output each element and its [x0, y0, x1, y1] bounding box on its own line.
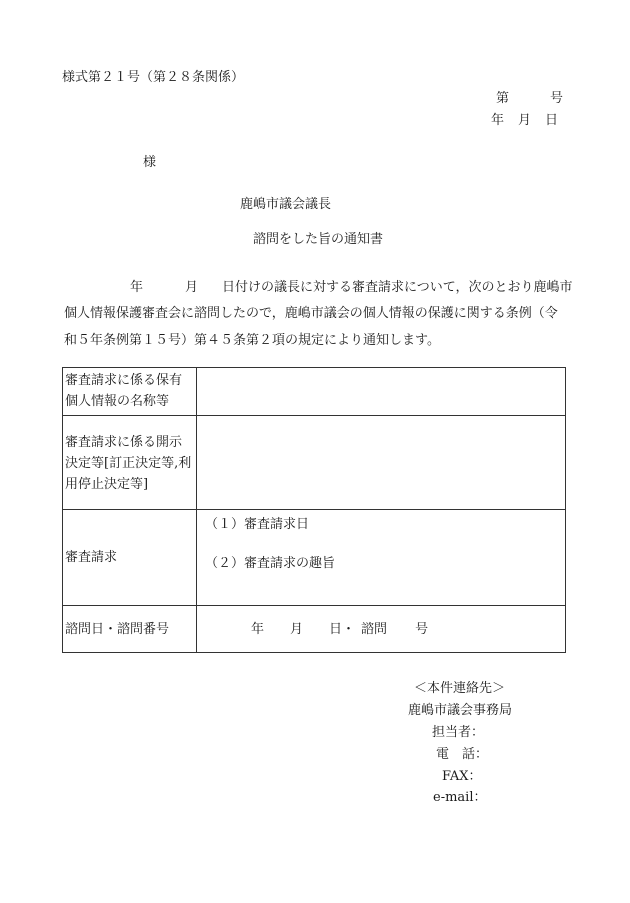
contact-title: ＜本件連絡先＞ [414, 681, 506, 696]
row3-value-cell[interactable] [197, 510, 566, 606]
inquiry-number: 号 [415, 621, 429, 637]
body-line-3: 和５年条例第１５号）第４５条第２項の規定により通知します。 [64, 333, 440, 348]
contact-person-label: 担当者： [432, 725, 485, 740]
table-row [63, 606, 566, 653]
document-number-prefix: 第 [496, 91, 510, 106]
table-label-cell [63, 368, 197, 416]
request-purpose-item: （２）審査請求の趣旨 [205, 556, 336, 571]
document-title: 諮問をした旨の通知書 [253, 232, 384, 247]
contact-office: 鹿嶋市議会事務局 [408, 703, 513, 718]
table-label-cell [63, 416, 197, 510]
table-row [63, 416, 566, 510]
form-number: 様式第２１号（第２８条関係） [62, 70, 245, 85]
contact-email-label: e-mail： [433, 790, 487, 805]
row3-label: 審査請求 [65, 550, 118, 565]
sender: 鹿嶋市議会議長 [240, 197, 332, 212]
contact-fax-label: FAX： [442, 769, 482, 784]
document-number-suffix: 号 [550, 91, 564, 106]
date-month: 月 [518, 113, 532, 128]
inquiry-month: 月 [290, 621, 304, 637]
addressee: 様 [143, 155, 157, 170]
body-line-1-text: 日付けの議長に対する審査請求について，次のとおり鹿嶋市 [222, 280, 573, 295]
table-row [63, 368, 566, 416]
inquiry-day: 日・ [329, 621, 356, 637]
body-line-1 [64, 276, 573, 295]
row4-value-cell[interactable] [197, 606, 566, 653]
row2-label: 審査請求に係る開示決定等[訂正決定等,利用停止決定等] [65, 435, 192, 492]
row1-label: 審査請求に係る保有個人情報の名称等 [65, 373, 183, 409]
document-number [496, 87, 563, 106]
document-date [491, 109, 558, 128]
body-month: 月 [185, 280, 199, 295]
date-day: 日 [545, 113, 559, 128]
request-date-item: （１）審査請求日 [205, 517, 310, 532]
row2-value-cell[interactable] [197, 416, 566, 510]
row1-value-cell[interactable] [197, 368, 566, 416]
table-row [63, 510, 566, 606]
body-line-2: 個人情報保護審査会に諮問したので，鹿嶋市議会の個人情報の保護に関する条例（令 [64, 306, 558, 321]
table-label-cell [63, 606, 197, 653]
table-label-cell [63, 510, 197, 606]
inquiry-date-number [197, 619, 565, 640]
body-year: 年 [130, 280, 144, 295]
inquiry-year: 年 [251, 621, 265, 637]
info-table [62, 367, 566, 653]
row4-label: 諮問日・諮問番号 [65, 621, 170, 637]
date-year: 年 [491, 113, 505, 128]
inquiry-label: 諮問 [361, 621, 388, 637]
contact-tel-label: 電 話： [436, 747, 489, 762]
